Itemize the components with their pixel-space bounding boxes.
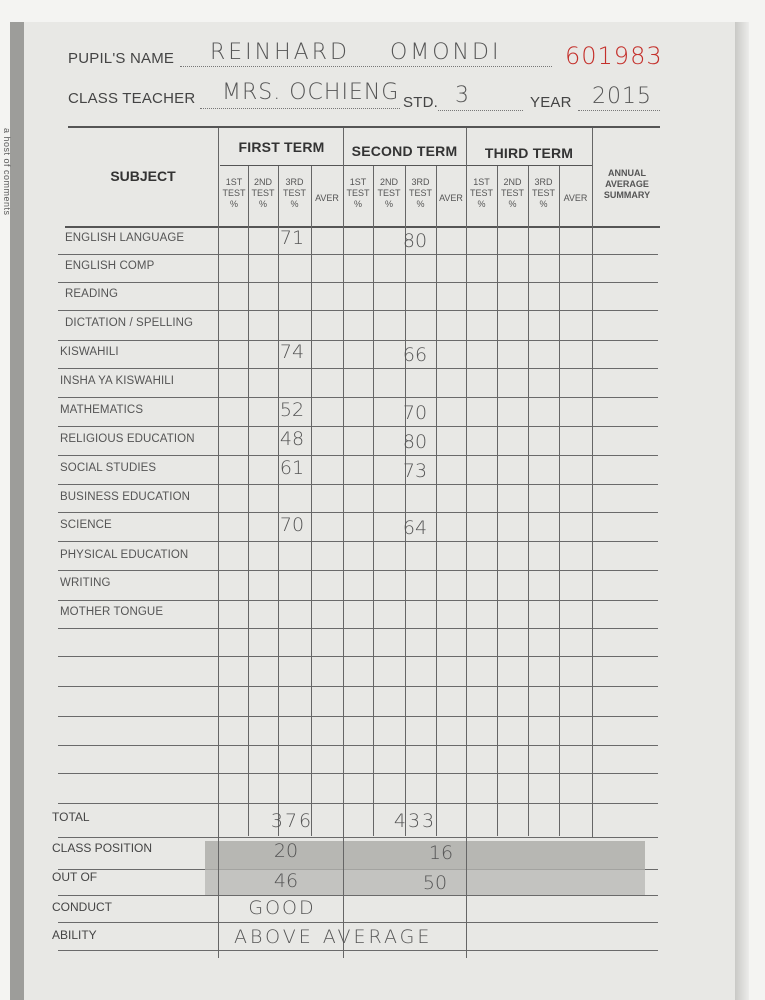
test-column-label: 1ST TEST %	[222, 177, 246, 209]
out-of-label: OUT OF	[52, 870, 98, 884]
term3-col-divider-3	[559, 166, 560, 836]
row-divider	[58, 426, 658, 427]
first-term-3rd-test-score: 71	[279, 227, 305, 249]
ability-value: ABOVE AVERAGE	[234, 926, 433, 948]
row-divider	[58, 484, 658, 485]
position-second-term: 16	[428, 842, 454, 864]
term1-col-divider-2	[278, 166, 279, 836]
class-position-label: CLASS POSITION	[52, 841, 153, 855]
first-term-header: FIRST TERM	[238, 139, 325, 155]
subject-label: MOTHER TONGUE	[60, 606, 164, 618]
term2-col-divider-1	[373, 166, 374, 836]
test-column-label: 2ND TEST %	[251, 177, 275, 209]
first-term-3rd-test-score: 48	[279, 428, 305, 450]
row-divider	[58, 628, 658, 629]
term-divider-2	[466, 128, 467, 958]
row-divider	[58, 773, 658, 774]
subject-label: MATHEMATICS	[60, 404, 144, 416]
row-divider	[58, 686, 658, 687]
class-teacher-value: MRS. OCHIENG	[222, 80, 400, 105]
second-term-3rd-test-score: 80	[402, 431, 428, 453]
std-label: STD.	[403, 94, 438, 111]
row-divider	[58, 950, 658, 951]
row-divider	[58, 600, 658, 601]
second-term-3rd-test-score: 70	[402, 402, 428, 424]
row-divider	[58, 368, 658, 369]
row-divider	[58, 282, 658, 283]
subject-label: RELIGIOUS EDUCATION	[60, 433, 195, 445]
pupil-name-label: PUPIL'S NAME	[68, 50, 175, 67]
term3-col-divider-2	[528, 166, 529, 836]
first-term-3rd-test-score: 70	[279, 514, 305, 536]
first-term-3rd-test-score: 52	[279, 399, 305, 421]
pupil-name-value: REINHARD OMONDI	[210, 40, 502, 65]
term3-col-divider-1	[497, 166, 498, 836]
class-teacher-dotted-line	[200, 108, 400, 109]
subject-label: PHYSICAL EDUCATION	[60, 549, 189, 561]
third-term-header: THIRD TERM	[484, 145, 574, 161]
test-column-label: AVER	[315, 193, 339, 203]
subject-label: DICTATION / SPELLING	[65, 317, 194, 329]
year-dotted-line	[578, 110, 660, 111]
term2-col-divider-2	[405, 166, 406, 836]
subject-label: ENGLISH LANGUAGE	[65, 232, 185, 244]
table-top-border	[68, 126, 660, 128]
subject-label: WRITING	[60, 577, 111, 589]
term2-col-divider-3	[436, 166, 437, 836]
subject-label: INSHA YA KISWAHILI	[60, 375, 175, 387]
pupil-name-dotted-line	[180, 66, 552, 67]
test-column-label: 3RD TEST %	[408, 177, 432, 209]
pupil-number: 601983	[565, 42, 663, 70]
subject-label: SCIENCE	[60, 519, 112, 531]
total-first-term: 376	[270, 810, 314, 832]
total-second-term: 433	[393, 810, 437, 832]
test-column-label: 1ST TEST %	[469, 177, 493, 209]
test-column-label: 3RD TEST %	[531, 177, 555, 209]
conduct-label: CONDUCT	[52, 900, 112, 914]
second-term-3rd-test-score: 66	[402, 344, 428, 366]
row-divider	[58, 570, 658, 571]
subject-label: ENGLISH COMP	[65, 260, 155, 272]
second-term-header: SECOND TERM	[351, 143, 458, 159]
row-divider	[58, 803, 658, 804]
row-divider	[58, 656, 658, 657]
first-term-3rd-test-score: 61	[279, 457, 305, 479]
row-divider	[58, 340, 658, 341]
ability-label: ABILITY	[52, 928, 97, 942]
conduct-value: GOOD	[248, 897, 316, 919]
row-divider	[58, 716, 658, 717]
row-divider	[58, 895, 658, 896]
annual-average-header: ANNUAL AVERAGE SUMMARY	[603, 168, 651, 200]
header-bottom-border	[65, 226, 660, 228]
std-dotted-line	[438, 110, 523, 111]
total-label: TOTAL	[52, 810, 90, 824]
row-divider	[58, 254, 658, 255]
test-column-label: AVER	[563, 193, 588, 203]
test-column-label: 2ND TEST %	[377, 177, 401, 209]
second-term-3rd-test-score: 73	[402, 460, 428, 482]
outof-first-term: 46	[273, 870, 299, 892]
subject-label: BUSINESS EDUCATION	[60, 491, 191, 503]
row-divider	[58, 397, 658, 398]
term1-col-divider-1	[248, 166, 249, 836]
outof-second-term: 50	[422, 872, 448, 894]
test-column-label: 2ND TEST %	[500, 177, 524, 209]
row-divider	[58, 745, 658, 746]
row-divider	[58, 922, 658, 923]
subject-label: KISWAHILI	[60, 346, 119, 358]
row-divider	[58, 837, 658, 838]
second-term-3rd-test-score: 64	[402, 517, 428, 539]
term-divider-1	[343, 128, 344, 958]
test-column-label: AVER	[439, 193, 463, 203]
annual-col-divider	[592, 128, 593, 838]
class-teacher-label: CLASS TEACHER	[68, 90, 196, 107]
position-first-term: 20	[273, 840, 299, 862]
year-value: 2015	[592, 84, 652, 109]
row-divider	[58, 310, 658, 311]
subject-col-divider	[218, 128, 219, 958]
subject-label: READING	[65, 288, 119, 300]
subject-label: SOCIAL STUDIES	[60, 462, 157, 474]
year-label: YEAR	[530, 94, 572, 111]
second-term-3rd-test-score: 80	[402, 230, 428, 252]
std-value: 3	[455, 83, 472, 108]
row-divider	[58, 541, 658, 542]
row-divider	[58, 512, 658, 513]
first-term-3rd-test-score: 74	[279, 341, 305, 363]
term1-col-divider-3	[311, 166, 312, 836]
test-column-label: 3RD TEST %	[282, 177, 306, 209]
row-divider	[58, 455, 658, 456]
test-column-label: 1ST TEST %	[346, 177, 370, 209]
subject-header: SUBJECT	[110, 168, 176, 184]
side-note: a host of comments	[2, 128, 12, 216]
